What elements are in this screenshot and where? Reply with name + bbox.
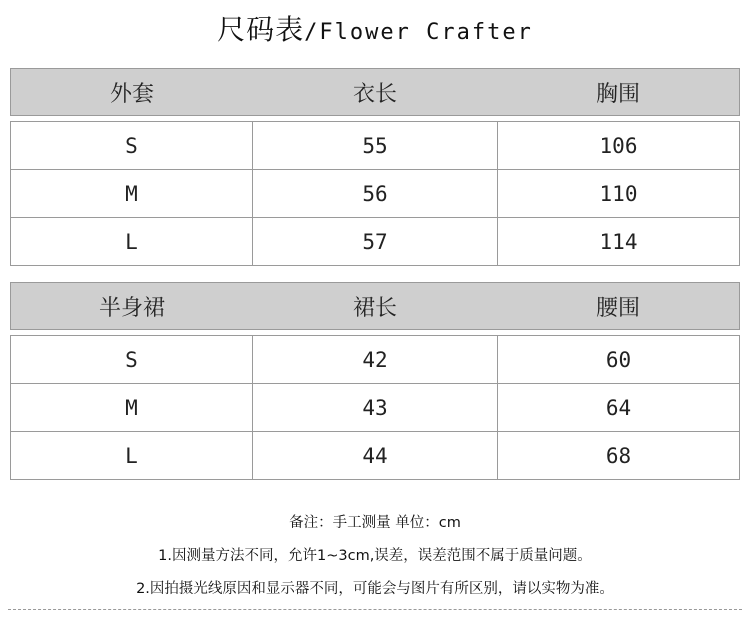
header-cell: 腰围 bbox=[595, 295, 640, 321]
note-measurement-error: 1.因测量方法不同，允许1~3cm,误差，误差范围不属于质量问题。 bbox=[158, 548, 592, 564]
table-header bbox=[10, 282, 740, 330]
table-body bbox=[10, 335, 740, 480]
title-main: 尺码表 bbox=[217, 13, 305, 46]
table-cell: 56 bbox=[253, 170, 498, 217]
table-cell: 44 bbox=[253, 432, 498, 479]
table-cell: 42 bbox=[253, 336, 498, 383]
header-cell: 裙长 bbox=[352, 295, 397, 321]
header-cell: 衣长 bbox=[352, 81, 397, 107]
table-cell: 106 bbox=[599, 133, 638, 158]
table-cell: L bbox=[11, 218, 253, 265]
table-cell: 68 bbox=[605, 443, 632, 468]
header-cell: 胸围 bbox=[595, 81, 640, 107]
table-cell: S bbox=[11, 336, 253, 383]
table-cell: 64 bbox=[605, 395, 632, 420]
header-cell: 半身裙 bbox=[98, 295, 165, 321]
table-cell: 110 bbox=[599, 181, 638, 206]
table-row bbox=[11, 170, 739, 218]
table-row bbox=[11, 432, 739, 480]
skirt-size-table bbox=[10, 282, 740, 480]
table-body bbox=[10, 121, 740, 266]
table-header bbox=[10, 68, 740, 116]
table-row bbox=[11, 384, 739, 432]
table-cell: L bbox=[11, 432, 253, 479]
title-sub: /Flower Crafter bbox=[304, 20, 533, 45]
table-cell: 43 bbox=[253, 384, 498, 431]
table-cell: M bbox=[11, 170, 253, 217]
table-row bbox=[11, 122, 739, 170]
table-cell: 57 bbox=[253, 218, 498, 265]
page-title bbox=[0, 10, 750, 54]
note-units: 备注：手工测量 单位：cm bbox=[289, 515, 461, 531]
table-cell: M bbox=[11, 384, 253, 431]
note-color-difference: 2.因拍摄光线原因和显示器不同，可能会与图片有所区别，请以实物为准。 bbox=[136, 581, 614, 597]
table-cell: S bbox=[11, 122, 253, 169]
jacket-size-table bbox=[10, 68, 740, 266]
table-row bbox=[11, 336, 739, 384]
table-cell: 60 bbox=[605, 347, 632, 372]
dashed-divider bbox=[8, 609, 742, 610]
table-cell: 114 bbox=[599, 229, 638, 254]
header-cell: 外套 bbox=[109, 81, 154, 107]
table-row bbox=[11, 218, 739, 266]
table-cell: 55 bbox=[253, 122, 498, 169]
